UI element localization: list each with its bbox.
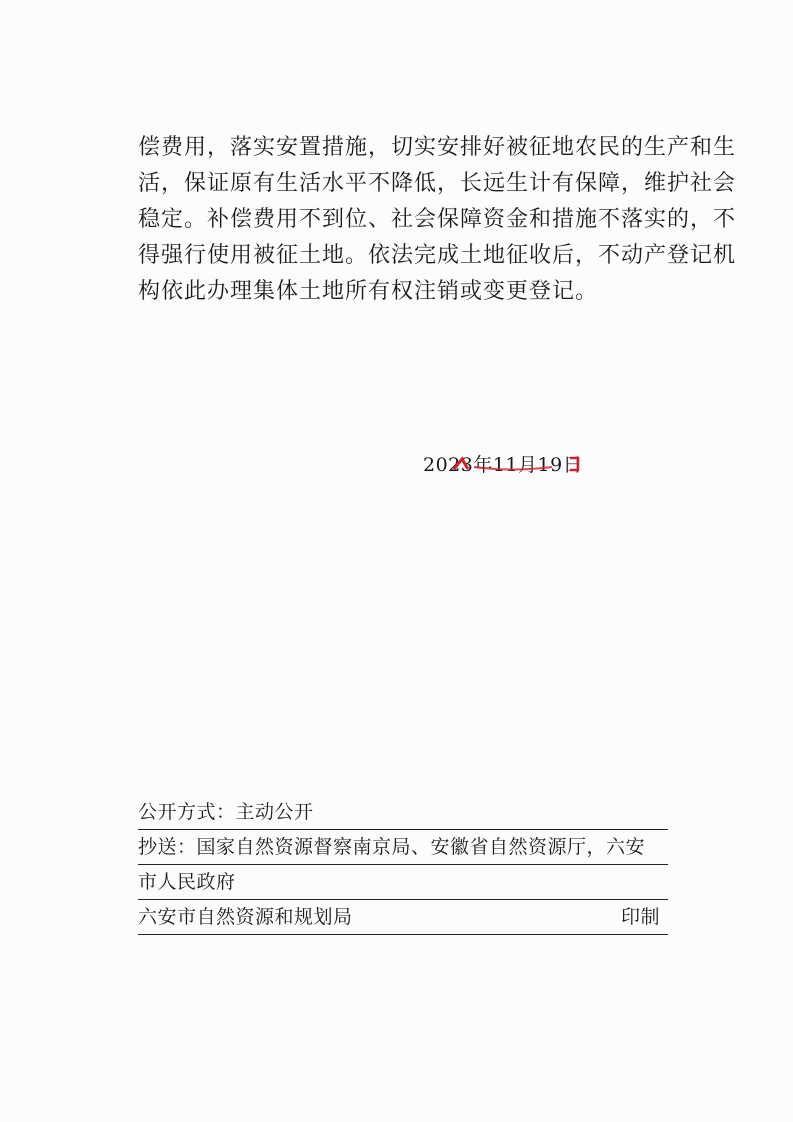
body-line: 偿费用，落实安置措施，切实安排好被征地农民的生产和生 — [138, 135, 737, 160]
issuer-line — [138, 900, 668, 935]
cc-text-1: 抄送：国家自然资源督察南京局、安徽省自然资源厅，六安 — [138, 836, 646, 858]
body-line: 活，保证原有生活水平不降低，长远生计有保障，维护社会 — [138, 171, 737, 196]
issuer-text: 六安市自然资源和规划局 — [138, 906, 353, 928]
disclosure-text: 公开方式：主动公开 — [138, 801, 314, 823]
disclosure-line — [138, 795, 668, 830]
cc-line-1 — [138, 830, 668, 865]
body-paragraph — [138, 130, 737, 310]
body-line: 稳定。补偿费用不到位、社会保障资金和措施不落实的，不 — [138, 207, 737, 232]
body-line: 构依此办理集体土地所有权注销或变更登记。 — [138, 279, 599, 304]
footer-block — [138, 795, 668, 935]
document-date: 2023年11月19日 — [423, 454, 583, 476]
body-line: 得强行使用被征土地。依法完成土地征收后，不动产登记机 — [138, 243, 737, 268]
cc-line-2 — [138, 865, 668, 900]
printed-label: 印制 — [620, 906, 660, 928]
cc-text-2: 市人民政府 — [138, 871, 236, 893]
